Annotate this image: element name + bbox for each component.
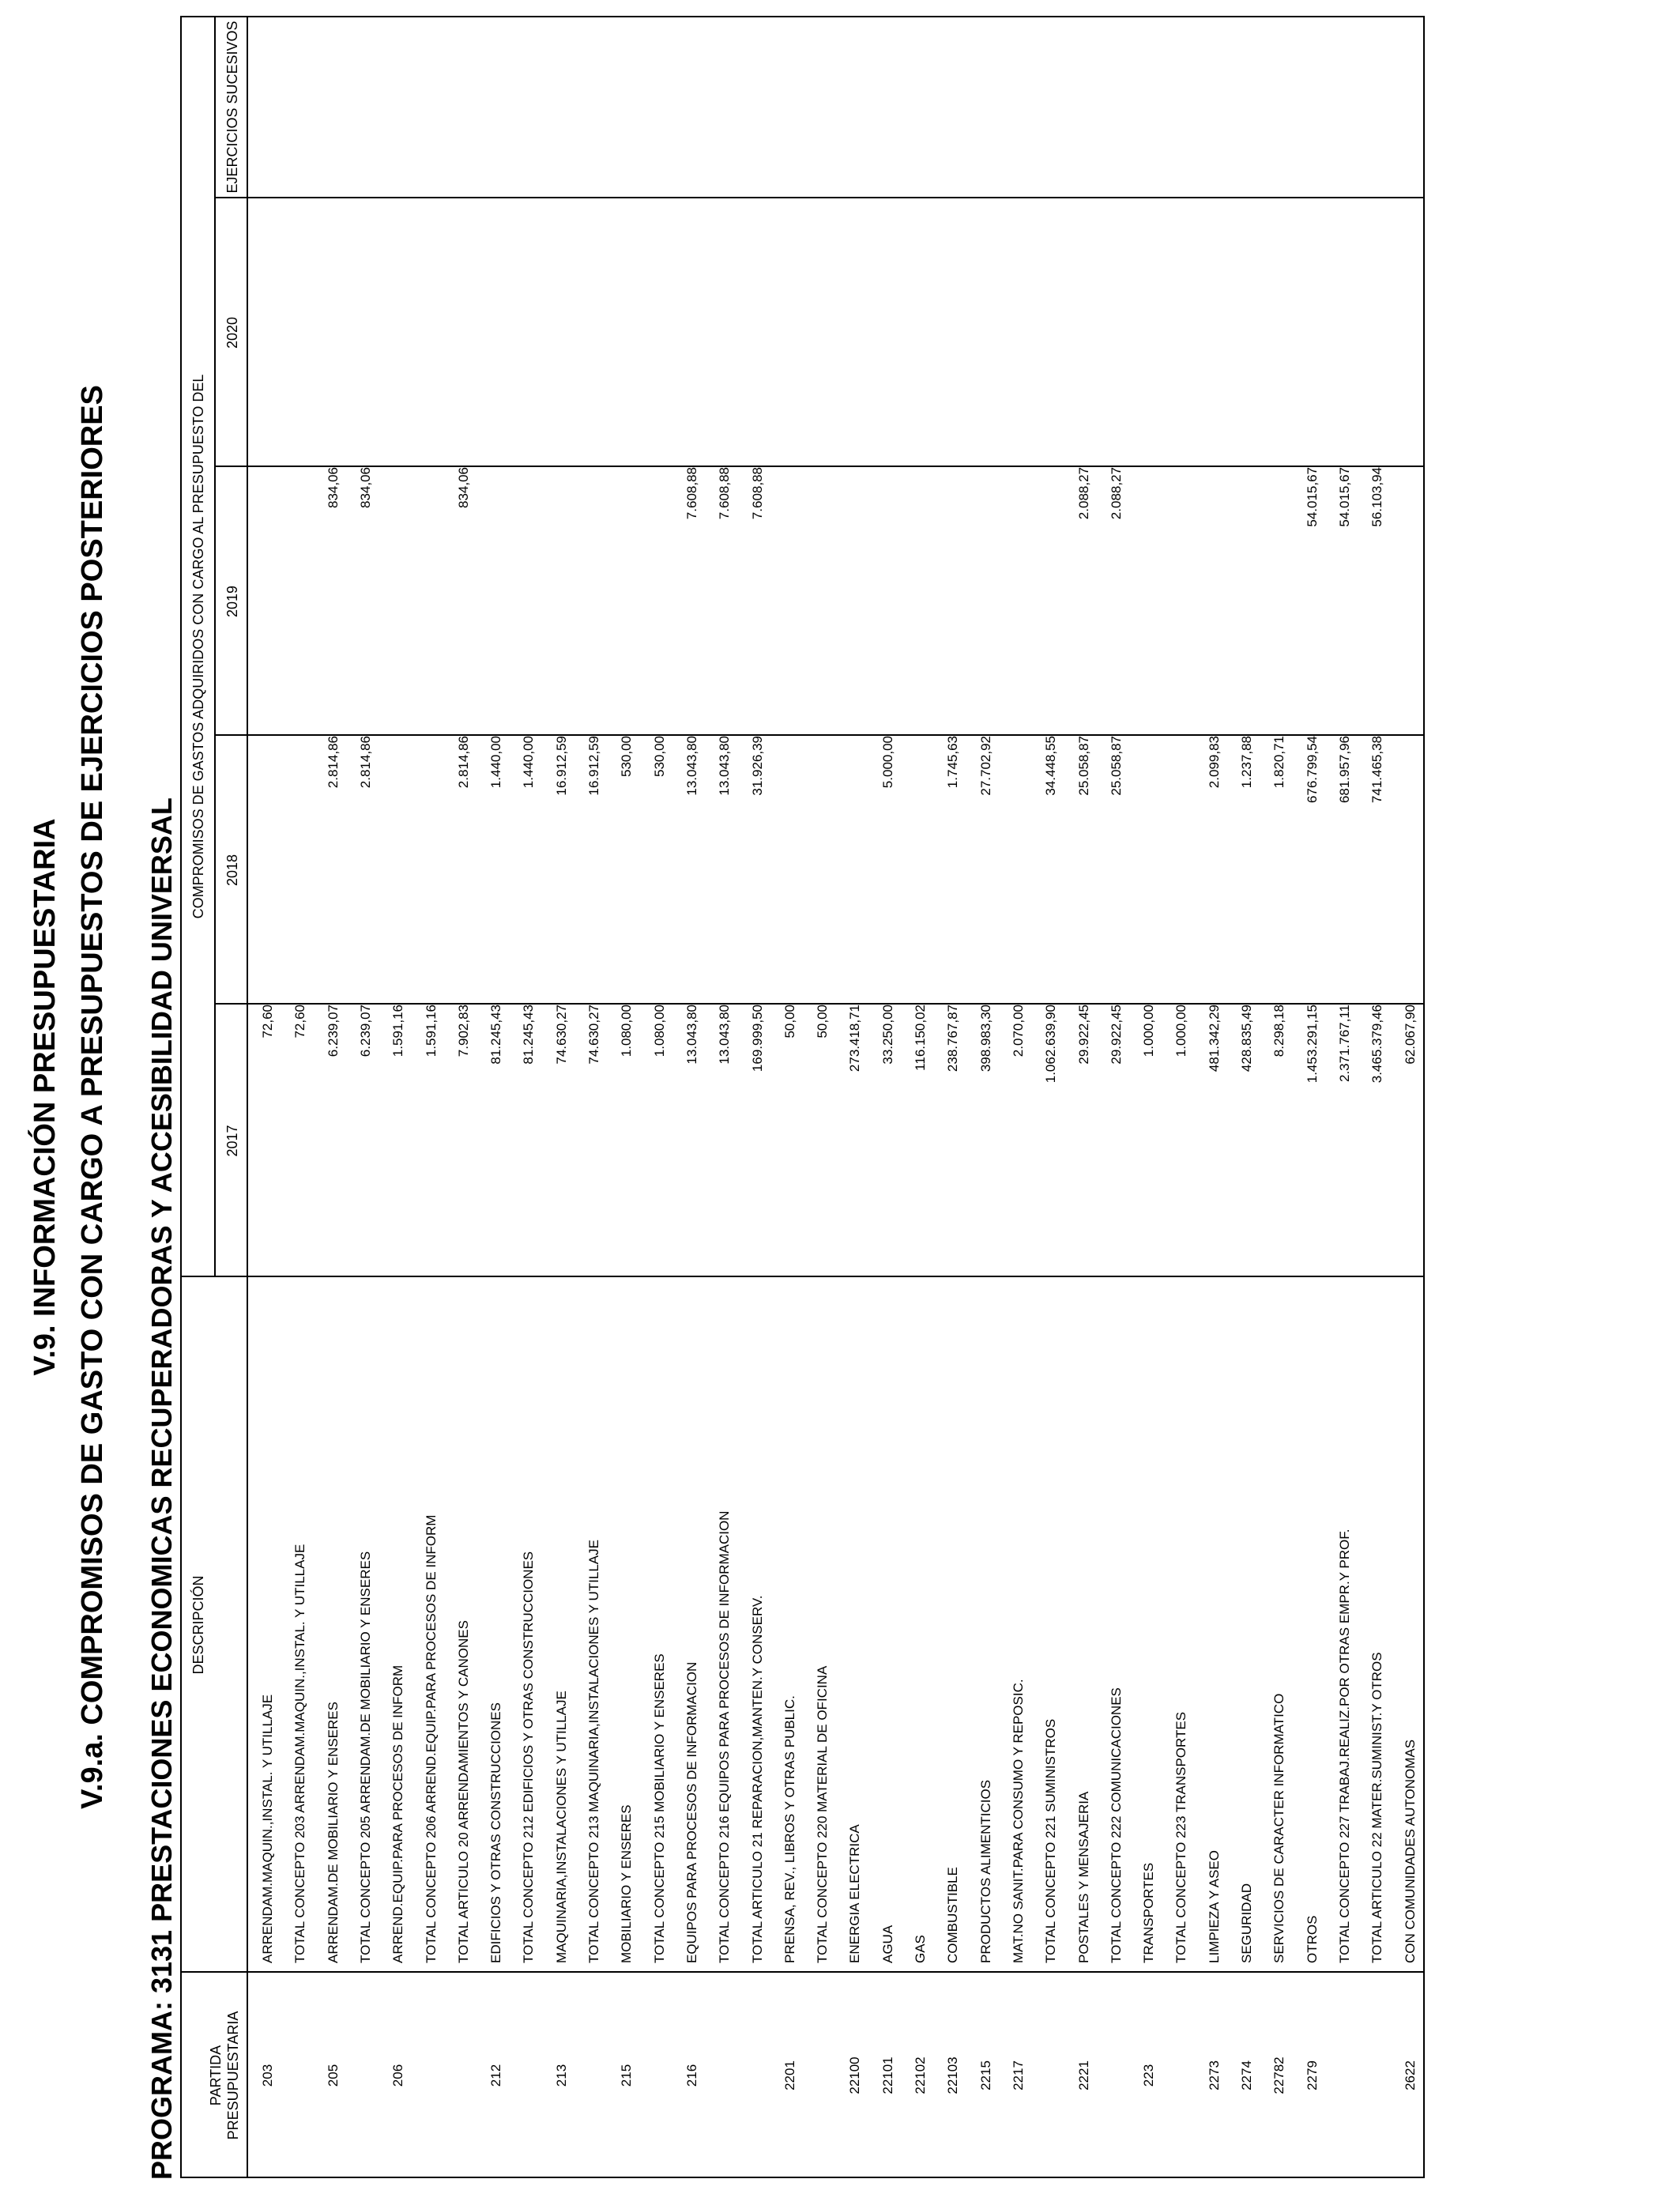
- value-2018-cell: 2.814,86: [325, 736, 341, 789]
- partida-cell: 216: [684, 2064, 699, 2087]
- table-row: [612, 16, 644, 2178]
- value-2017-cell: 428.835,49: [1239, 1005, 1254, 1072]
- value-2017-cell: 481.342,29: [1206, 1005, 1222, 1072]
- value-2017-cell: 1.062.639,90: [1043, 1005, 1059, 1084]
- table-row: [383, 16, 416, 2178]
- table-row: [840, 16, 872, 2178]
- partida-cell: 22782: [1271, 2056, 1287, 2094]
- descripcion-cell: TOTAL CONCEPTO 221 SUMINISTROS: [1043, 1718, 1059, 1963]
- table-row: [253, 16, 285, 2178]
- value-2018-cell: 1.237,88: [1239, 736, 1254, 789]
- value-2019-cell: 54.015,67: [1304, 467, 1320, 527]
- value-2017-cell: 1.080,00: [651, 1005, 667, 1057]
- table-row: [318, 16, 351, 2178]
- value-2017-cell: 50,00: [815, 1005, 831, 1039]
- partida-cell: 22101: [880, 2056, 895, 2094]
- descripcion-cell: SEGURIDAD: [1239, 1883, 1254, 1963]
- partida-cell: 22103: [945, 2056, 961, 2094]
- value-2019-cell: 2.088,27: [1075, 467, 1091, 520]
- descripcion-cell: TOTAL CONCEPTO 203 ARRENDAM.MAQUIN.,INSTAL. Y UTILLAJE: [292, 1544, 308, 1963]
- header-bottom-line: [247, 16, 248, 2178]
- partida-cell: 2215: [977, 2060, 993, 2090]
- value-2017-cell: 29.922,45: [1075, 1005, 1091, 1065]
- descripcion-cell: TOTAL CONCEPTO 216 EQUIPOS PARA PROCESOS DE INFORMACION: [717, 1510, 733, 1963]
- value-2017-cell: 13.043,80: [684, 1005, 699, 1065]
- value-2017-cell: 1.591,16: [423, 1005, 439, 1057]
- descripcion-cell: PRODUCTOS ALIMENTICIOS: [977, 1779, 993, 1963]
- header-compromisos: COMPROMISOS DE GASTOS ADQUIRIDOS CON CARGO AL PRESUPUESTO DEL: [190, 374, 206, 919]
- table-row: [1232, 16, 1264, 2178]
- value-2017-cell: 1.591,16: [390, 1005, 406, 1057]
- value-2018-cell: 5.000,00: [880, 736, 895, 789]
- value-2018-cell: 1.820,71: [1271, 736, 1287, 789]
- value-2017-cell: 74.630,27: [553, 1005, 569, 1065]
- value-2017-cell: 13.043,80: [717, 1005, 733, 1065]
- partida-cell: 2273: [1206, 2060, 1222, 2090]
- partida-cell: 206: [390, 2064, 406, 2087]
- value-2017-cell: 6.239,07: [325, 1005, 341, 1057]
- value-2019-cell: 2.088,27: [1108, 467, 1124, 520]
- table-row: [579, 16, 612, 2178]
- value-2018-cell: 1.440,00: [488, 736, 504, 789]
- value-2017-cell: 3.465.379,46: [1369, 1005, 1385, 1084]
- table-row: [1298, 16, 1330, 2178]
- header-divider-compromisos: [214, 16, 216, 1277]
- table-row: [514, 16, 546, 2178]
- value-2017-cell: 169.999,50: [749, 1005, 765, 1072]
- value-2017-cell: 116.150,02: [913, 1005, 928, 1071]
- partida-cell: 212: [488, 2064, 504, 2087]
- partida-cell: 22102: [913, 2056, 928, 2094]
- value-2018-cell: 530,00: [651, 736, 667, 777]
- value-2019-cell: 7.608,88: [717, 467, 733, 520]
- value-2017-cell: 62.067,90: [1402, 1005, 1418, 1065]
- partida-cell: 2221: [1075, 2060, 1091, 2090]
- value-2017-cell: 81.245,43: [521, 1005, 537, 1065]
- value-2017-cell: 33.250,00: [880, 1005, 895, 1065]
- header-partida: [207, 1973, 242, 2178]
- descripcion-cell: TOTAL ARTICULO 21 REPARACION,MANTEN.Y CONSERV.: [749, 1595, 765, 1963]
- table-row: [743, 16, 775, 2178]
- table-row: [906, 16, 938, 2178]
- table-row: [416, 16, 449, 2178]
- table-row: [775, 16, 808, 2178]
- value-2018-cell: 530,00: [619, 736, 635, 777]
- table-row: [351, 16, 383, 2178]
- partida-cell: 22100: [847, 2056, 863, 2094]
- value-2017-cell: 1.000,00: [1173, 1005, 1189, 1057]
- table-row: [1200, 16, 1232, 2178]
- table-row: [547, 16, 579, 2178]
- value-2017-cell: 29.922,45: [1108, 1005, 1124, 1065]
- table-row: [645, 16, 677, 2178]
- partida-cell: 215: [619, 2064, 635, 2087]
- table-row: [808, 16, 840, 2178]
- value-2017-cell: 6.239,07: [357, 1005, 373, 1057]
- value-2017-cell: 1.000,00: [1141, 1005, 1157, 1057]
- descripcion-cell: GAS: [913, 1935, 928, 1963]
- value-2017-cell: 72,60: [292, 1005, 308, 1039]
- value-2017-cell: 1.453.291,15: [1304, 1005, 1320, 1084]
- partida-cell: 203: [260, 2064, 275, 2087]
- descripcion-cell: ENERGIA ELECTRICA: [847, 1824, 863, 1963]
- value-2018-cell: 2.814,86: [455, 736, 471, 789]
- value-2018-cell: 34.448,55: [1043, 736, 1059, 796]
- descripcion-cell: CON COMUNIDADES AUTONOMAS: [1402, 1739, 1418, 1963]
- descripcion-cell: EDIFICIOS Y OTRAS CONSTRUCCIONES: [488, 1702, 504, 1963]
- value-2018-cell: 16.912,59: [586, 736, 601, 796]
- descripcion-cell: AGUA: [880, 1924, 895, 1963]
- table-row: [677, 16, 710, 2178]
- value-2018-cell: 1.440,00: [521, 736, 537, 789]
- descripcion-cell: MAT.NO SANIT.PARA CONSUMO Y REPOSIC.: [1010, 1679, 1026, 1963]
- value-2018-cell: 25.058,87: [1108, 736, 1124, 796]
- descripcion-cell: ARRENDAM.MAQUIN.,INSTAL. Y UTILLAJE: [260, 1694, 275, 1963]
- table-row: [1036, 16, 1068, 2178]
- subsection-title: V.9.a. COMPROMISOS DE GASTO CON CARGO A PRESUPUESTOS DE EJERCICIOS POSTERIORES: [76, 385, 109, 1809]
- descripcion-cell: TOTAL CONCEPTO 215 MOBILIARIO Y ENSERES: [651, 1653, 667, 1963]
- table-row: [1264, 16, 1297, 2178]
- table-row: [1069, 16, 1102, 2178]
- table-row: [285, 16, 318, 2178]
- header-partida-line2: PRESUPUESTARIA: [225, 2011, 241, 2140]
- descripcion-cell: MOBILIARIO Y ENSERES: [619, 1804, 635, 1963]
- program-title: PROGRAMA: 3131 PRESTACIONES ECONOMICAS RECUPERADORAS Y ACCESIBILIDAD UNIVERSAL: [145, 797, 178, 2180]
- table-row: [1396, 16, 1428, 2178]
- header-2020: 2020: [224, 316, 240, 349]
- value-2017-cell: 398.983,30: [977, 1005, 993, 1072]
- table-row: [938, 16, 970, 2178]
- table-row: [449, 16, 481, 2178]
- header-partida-line1: PARTIDA: [208, 2045, 224, 2106]
- table-row: [1330, 16, 1362, 2178]
- section-title: V.9. INFORMACIÓN PRESUPUESTARIA: [28, 818, 62, 1376]
- descripcion-cell: EQUIPOS PARA PROCESOS DE INFORMACION: [684, 1661, 699, 1963]
- value-2018-cell: 31.926,39: [749, 736, 765, 796]
- table-row: [971, 16, 1004, 2178]
- value-2018-cell: 13.043,80: [684, 736, 699, 796]
- value-2019-cell: 56.103,94: [1369, 467, 1385, 527]
- table-row: [1166, 16, 1199, 2178]
- value-2019-cell: 834,06: [325, 467, 341, 508]
- value-2017-cell: 2.371.767,11: [1336, 1005, 1352, 1082]
- table-row: [1004, 16, 1036, 2178]
- value-2019-cell: 7.608,88: [749, 467, 765, 520]
- table-row: [481, 16, 514, 2178]
- header-descripcion: DESCRIPCIÓN: [190, 1575, 206, 1675]
- descripcion-cell: ARRENDAM.DE MOBILIARIO Y ENSERES: [325, 1702, 341, 1963]
- descripcion-cell: LIMPIEZA Y ASEO: [1206, 1850, 1222, 1963]
- value-2017-cell: 1.080,00: [619, 1005, 635, 1057]
- value-2018-cell: 25.058,87: [1075, 736, 1091, 796]
- value-2018-cell: 16.912,59: [553, 736, 569, 796]
- descripcion-cell: TOTAL CONCEPTO 220 MATERIAL DE OFICINA: [815, 1665, 831, 1963]
- value-2018-cell: 2.099,83: [1206, 736, 1222, 789]
- table-row: [1362, 16, 1395, 2178]
- descripcion-cell: TOTAL CONCEPTO 213 MAQUINARIA,INSTALACIONES Y UTILLAJE: [586, 1540, 601, 1963]
- value-2019-cell: 54.015,67: [1336, 467, 1352, 527]
- value-2017-cell: 2.070,00: [1010, 1005, 1026, 1057]
- descripcion-cell: TOTAL CONCEPTO 212 EDIFICIOS Y OTRAS CONSTRUCCIONES: [521, 1551, 537, 1963]
- descripcion-cell: TOTAL CONCEPTO 205 ARRENDAM.DE MOBILIARIO Y ENSERES: [357, 1551, 373, 1963]
- descripcion-cell: COMBUSTIBLE: [945, 1867, 961, 1963]
- header-2018: 2018: [224, 854, 240, 887]
- partida-cell: 205: [325, 2064, 341, 2087]
- value-2018-cell: 676.799,54: [1304, 736, 1320, 804]
- table-row: [710, 16, 742, 2178]
- descripcion-cell: MAQUINARIA,INSTALACIONES Y UTILLAJE: [553, 1691, 569, 1963]
- partida-cell: 2274: [1239, 2060, 1254, 2090]
- header-2019: 2019: [224, 585, 240, 618]
- partida-cell: 213: [553, 2064, 569, 2087]
- descripcion-cell: TOTAL CONCEPTO 223 TRANSPORTES: [1173, 1711, 1189, 1963]
- header-sucesivos: EJERCICIOS SUCESIVOS: [224, 21, 240, 194]
- value-2019-cell: 834,06: [455, 467, 471, 508]
- value-2017-cell: 81.245,43: [488, 1005, 504, 1065]
- descripcion-cell: TOTAL CONCEPTO 227 TRABAJ.REALIZ.POR OTRAS EMPR.Y PROF.: [1336, 1529, 1352, 1963]
- value-2017-cell: 74.630,27: [586, 1005, 601, 1065]
- partida-cell: 2279: [1304, 2060, 1320, 2090]
- descripcion-cell: SERVICIOS DE CARACTER INFORMATICO: [1271, 1693, 1287, 1963]
- descripcion-cell: POSTALES Y MENSAJERIA: [1075, 1791, 1091, 1963]
- value-2017-cell: 50,00: [782, 1005, 797, 1039]
- descripcion-cell: TOTAL CONCEPTO 222 COMUNICACIONES: [1108, 1687, 1124, 1963]
- descripcion-cell: TOTAL ARTICULO 22 MATER.SUMINIST.Y OTROS: [1369, 1652, 1385, 1963]
- table-row: [1134, 16, 1166, 2178]
- descripcion-cell: ARREND.EQUIP.PARA PROCESOS DE INFORM: [390, 1664, 406, 1963]
- partida-cell: 223: [1141, 2064, 1157, 2087]
- value-2017-cell: 8.298,18: [1271, 1005, 1287, 1057]
- descripcion-cell: TRANSPORTES: [1141, 1862, 1157, 1963]
- value-2018-cell: 741.465,38: [1369, 736, 1385, 804]
- partida-cell: 2217: [1010, 2060, 1026, 2090]
- value-2018-cell: 2.814,86: [357, 736, 373, 789]
- value-2018-cell: 1.745,63: [945, 736, 961, 789]
- descripcion-cell: TOTAL ARTICULO 20 ARRENDAMIENTOS Y CANONES: [455, 1620, 471, 1963]
- value-2017-cell: 72,60: [260, 1005, 275, 1039]
- partida-cell: 2201: [782, 2060, 797, 2090]
- value-2018-cell: 27.702,92: [977, 736, 993, 796]
- descripcion-cell: TOTAL CONCEPTO 206 ARREND.EQUIP.PARA PROCESOS DE INFORM: [423, 1514, 439, 1963]
- value-2017-cell: 273.418,71: [847, 1005, 863, 1072]
- table-row: [873, 16, 906, 2178]
- value-2017-cell: 238.767,87: [945, 1005, 961, 1072]
- descripcion-cell: PRENSA, REV., LIBROS Y OTRAS PUBLIC.: [782, 1695, 797, 1963]
- table-row: [1102, 16, 1134, 2178]
- descripcion-cell: OTROS: [1304, 1915, 1320, 1963]
- value-2019-cell: 834,06: [357, 467, 373, 508]
- value-2019-cell: 7.608,88: [684, 467, 699, 520]
- value-2017-cell: 7.902,83: [455, 1005, 471, 1057]
- value-2018-cell: 681.957,96: [1336, 736, 1352, 804]
- partida-cell: 2622: [1402, 2060, 1418, 2090]
- header-2017: 2017: [224, 1125, 240, 1157]
- value-2018-cell: 13.043,80: [717, 736, 733, 796]
